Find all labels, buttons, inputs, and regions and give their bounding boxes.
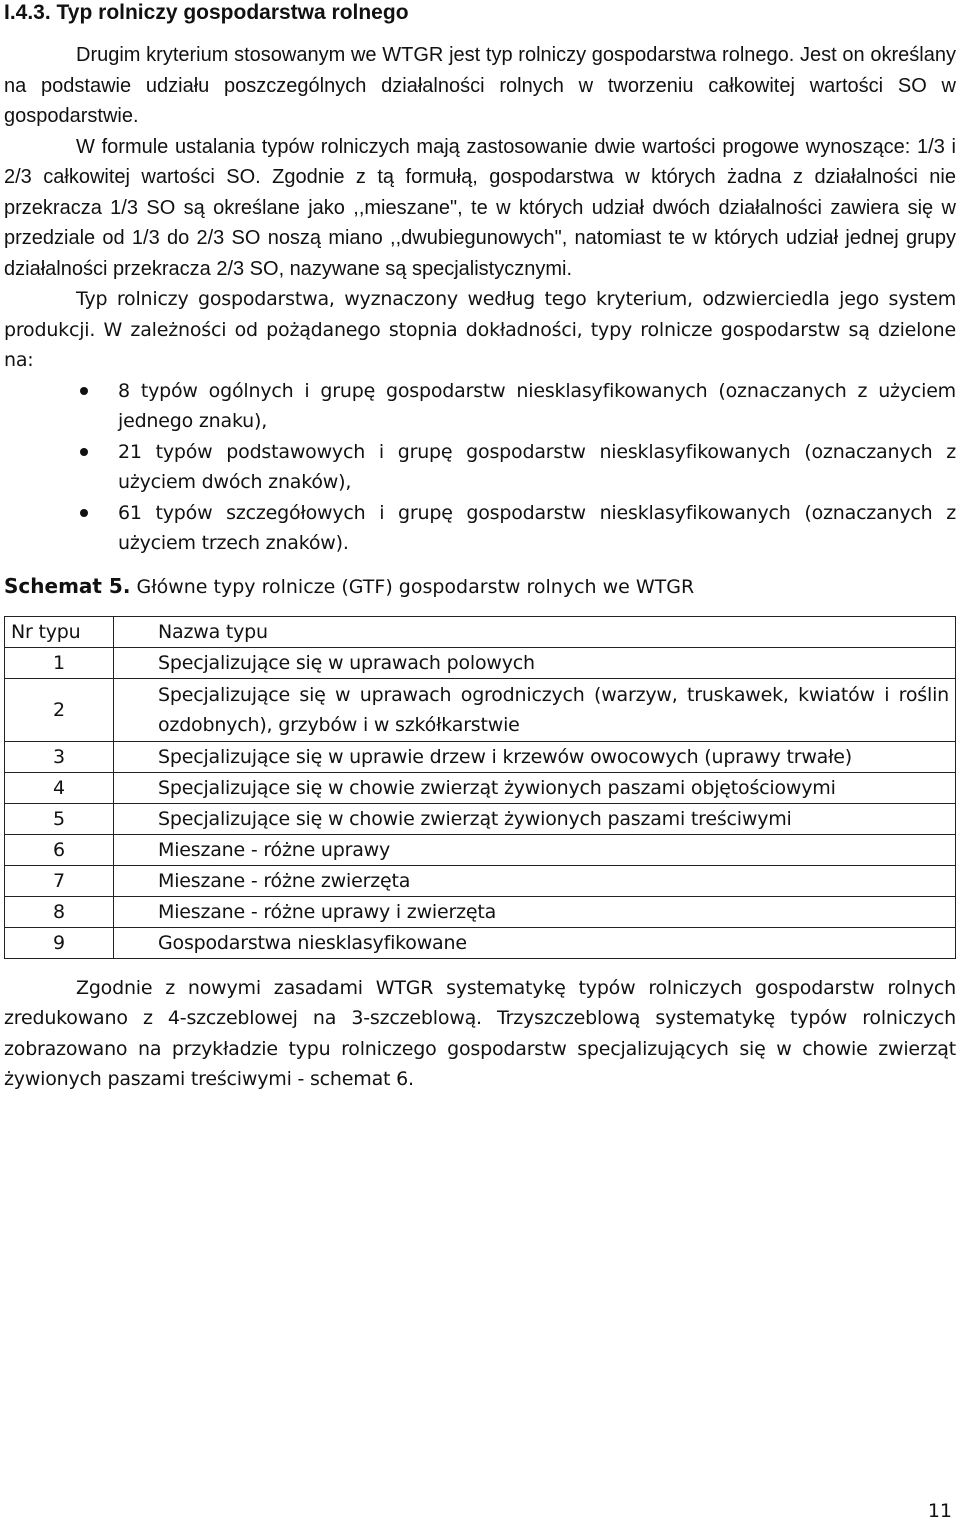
list-item-text: 8 typów ogólnych i grupę gospodarstw niesklasyfikowanych (oznaczanych z użyciem jednego znaku), bbox=[118, 379, 956, 432]
list-item-text: 61 typów szczegółowych i grupę gospodarstw niesklasyfikowanych (oznaczanych z użyciem trzech znaków). bbox=[118, 501, 956, 554]
farm-types-table bbox=[4, 616, 956, 959]
cell-nr: 8 bbox=[5, 896, 114, 927]
header-name: Nazwa typu bbox=[114, 616, 956, 647]
cell-nr: 9 bbox=[5, 927, 114, 958]
cell-nr: 6 bbox=[5, 834, 114, 865]
list-item bbox=[4, 376, 956, 437]
cell-name: Specjalizujące się w chowie zwierząt żywionych paszami objętościowymi bbox=[114, 772, 956, 803]
table-row bbox=[5, 741, 956, 772]
table-row bbox=[5, 647, 956, 678]
table-row bbox=[5, 927, 956, 958]
table-row bbox=[5, 896, 956, 927]
cell-nr: 5 bbox=[5, 803, 114, 834]
section-heading: I.4.3. Typ rolniczy gospodarstwa rolnego bbox=[4, 1, 409, 24]
cell-name: Gospodarstwa niesklasyfikowane bbox=[114, 927, 956, 958]
table-row bbox=[5, 834, 956, 865]
schema-caption bbox=[4, 571, 956, 602]
list-item bbox=[4, 498, 956, 559]
cell-name: Specjalizujące się w uprawach ogrodniczych (warzyw, truskawek, kwiatów i roślin ozdobnych), grzybów i w szkółkarstwie bbox=[114, 678, 956, 741]
schema-label: Schemat 5. bbox=[4, 573, 131, 598]
page-number: 11 bbox=[927, 1500, 952, 1522]
header-nr: Nr typu bbox=[5, 616, 114, 647]
type-levels-list bbox=[4, 376, 956, 559]
table-row bbox=[5, 865, 956, 896]
bullet-icon bbox=[80, 509, 88, 517]
cell-name: Mieszane - różne uprawy bbox=[114, 834, 956, 865]
bullet-icon bbox=[80, 387, 88, 395]
cell-name: Specjalizujące się w uprawach polowych bbox=[114, 647, 956, 678]
closing-paragraph: Zgodnie z nowymi zasadami WTGR systematykę typów rolniczych gospodarstw rolnych zredukowano z 4-szczeblowej na 3-szczeblową. Trzyszczeblową systematykę typów rolniczych zobrazowano na przykładzie typu rolniczego gospodarstw specjalizujących się w chowie zwierząt żywionych paszami treściwymi - schemat 6. bbox=[4, 976, 956, 1090]
paragraph-3: Typ rolniczy gospodarstwa, wyznaczony według tego kryterium, odzwierciedla jego system produkcji. W zależności od pożądanego stopnia dokładności, typy rolnicze gospodarstw są dzielone na: bbox=[4, 288, 956, 371]
cell-name: Mieszane - różne uprawy i zwierzęta bbox=[114, 896, 956, 927]
table-row bbox=[5, 772, 956, 803]
table-row bbox=[5, 678, 956, 741]
table-header-row bbox=[5, 616, 956, 647]
cell-nr: 2 bbox=[5, 678, 114, 741]
cell-nr: 7 bbox=[5, 865, 114, 896]
list-item-text: 21 typów podstawowych i grupę gospodarstw niesklasyfikowanych (oznaczanych z użyciem dwóch znaków), bbox=[118, 440, 956, 493]
table-row bbox=[5, 803, 956, 834]
document-page bbox=[4, 0, 956, 1095]
cell-name: Mieszane - różne zwierzęta bbox=[114, 865, 956, 896]
cell-nr: 3 bbox=[5, 741, 114, 772]
paragraph-2: W formule ustalania typów rolniczych mają zastosowanie dwie wartości progowe wynoszące: 1/3 i 2/3 całkowitej wartości SO. Zgodnie z tą formułą, gospodarstwa w których żadna z działalności nie przekracza 1/3 SO są określane jako ,,mieszane", te w których udział dwóch działalności zawiera się w przedziale od 1/3 do 2/3 SO noszą miano ,,dwubiegunowych", natomiast te w których udział jednej grupy działalności przekracza 2/3 SO, nazywane są specjalistycznymi. bbox=[4, 135, 956, 280]
cell-name: Specjalizujące się w chowie zwierząt żywionych paszami treściwymi bbox=[114, 803, 956, 834]
paragraph-1: Drugim kryterium stosowanym we WTGR jest typ rolniczy gospodarstwa rolnego. Jest on określany na podstawie udziału poszczególnych działalności rolnych w tworzeniu całkowitej wartości SO w gospodarstwie. bbox=[4, 44, 956, 127]
schema-title: Główne typy rolnicze (GTF) gospodarstw rolnych we WTGR bbox=[130, 575, 695, 598]
bullet-icon bbox=[80, 448, 88, 456]
cell-nr: 1 bbox=[5, 647, 114, 678]
list-item bbox=[4, 437, 956, 498]
cell-name: Specjalizujące się w uprawie drzew i krzewów owocowych (uprawy trwałe) bbox=[114, 741, 956, 772]
cell-nr: 4 bbox=[5, 772, 114, 803]
